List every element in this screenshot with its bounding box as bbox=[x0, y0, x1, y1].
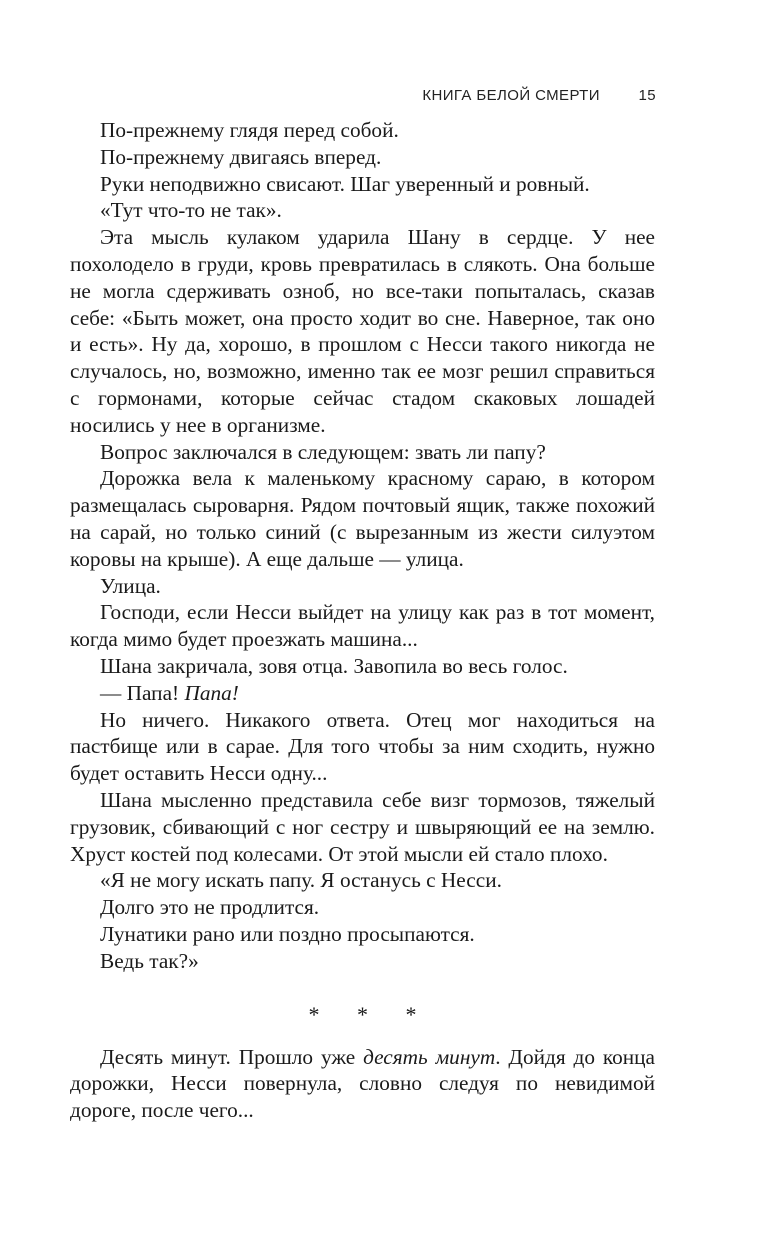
paragraph: Шана закричала, зовя отца. Завопила во весь голос. bbox=[100, 653, 568, 678]
paragraph: По-прежнему двигаясь вперед. bbox=[100, 144, 382, 169]
paragraph: Ведь так?» bbox=[100, 948, 199, 973]
paragraph: Лунатики рано или поздно просыпаются. bbox=[100, 921, 475, 946]
page-body bbox=[70, 117, 655, 1124]
italic-text: Папа! bbox=[184, 680, 239, 705]
paragraph: «Тут что-то не так». bbox=[100, 198, 282, 223]
paragraph: Дорожка вела к маленькому красному сараю, в котором размещалась сыроварня. Рядом почтовый ящик, также похожий на сарай, но только синий (с вырезанным из жести силуэтом коровы на крыше). А еще дальше — улица. bbox=[70, 466, 655, 571]
paragraph: Улица. bbox=[100, 573, 161, 598]
page-number: 15 bbox=[638, 87, 656, 104]
paragraph: Господи, если Несси выйдет на улицу как раз в тот момент, когда мимо будет проезжать машина... bbox=[70, 600, 655, 652]
dialogue-paragraph bbox=[70, 680, 655, 707]
paragraph: Но ничего. Никакого ответа. Отец мог находиться на пастбище или в сарае. Для того чтобы за ним сходить, нужно будет оставить Несси одну... bbox=[70, 707, 655, 786]
text-segment: Десять минут. Прошло уже bbox=[100, 1044, 364, 1069]
paragraph bbox=[70, 1044, 655, 1124]
paragraph: Шана мысленно представила себе визг тормозов, тяжелый грузовик, сбивающий с ног сестру и швыряющий ее на землю. Хруст костей под колесами. От этой мысли ей стало плохо. bbox=[70, 787, 655, 866]
book-title: КНИГА БЕЛОЙ СМЕРТИ bbox=[422, 87, 600, 104]
paragraph: По-прежнему глядя перед собой. bbox=[100, 118, 399, 142]
text-segment: . Дойдя до конца дорожки, Несси повернула, словно следуя по невидимой дороге, после чего... bbox=[70, 1044, 655, 1123]
dialogue-dash: — Папа! bbox=[100, 680, 185, 705]
italic-text: десять минут bbox=[363, 1044, 496, 1069]
paragraph: Долго это не продлится. bbox=[100, 895, 320, 920]
paragraph: «Я не могу искать папу. Я останусь с Несси. bbox=[100, 868, 502, 893]
paragraph: Эта мысль кулаком ударила Шану в сердце. У нее похолодело в груди, кровь превратилась в слякоть. Она больше не могла сдерживать озноб, но все-таки попыталась, сказав себе: «Быть может, она просто ходит во сне. Наверное, так оно и есть». Ну да, хорошо, в прошлом с Несси такого никогда не случалось, но, возможно, именно так ее мозг решил справиться с гормонами, которые сейчас стадом скаковых лошадей носились у нее в организме. bbox=[70, 225, 655, 437]
paragraph: Вопрос заключался в следующем: звать ли папу? bbox=[100, 439, 546, 464]
section-separator: * * * bbox=[308, 1001, 433, 1027]
paragraph: Руки неподвижно свисают. Шаг уверенный и ровный. bbox=[100, 171, 590, 196]
running-header bbox=[422, 87, 656, 104]
